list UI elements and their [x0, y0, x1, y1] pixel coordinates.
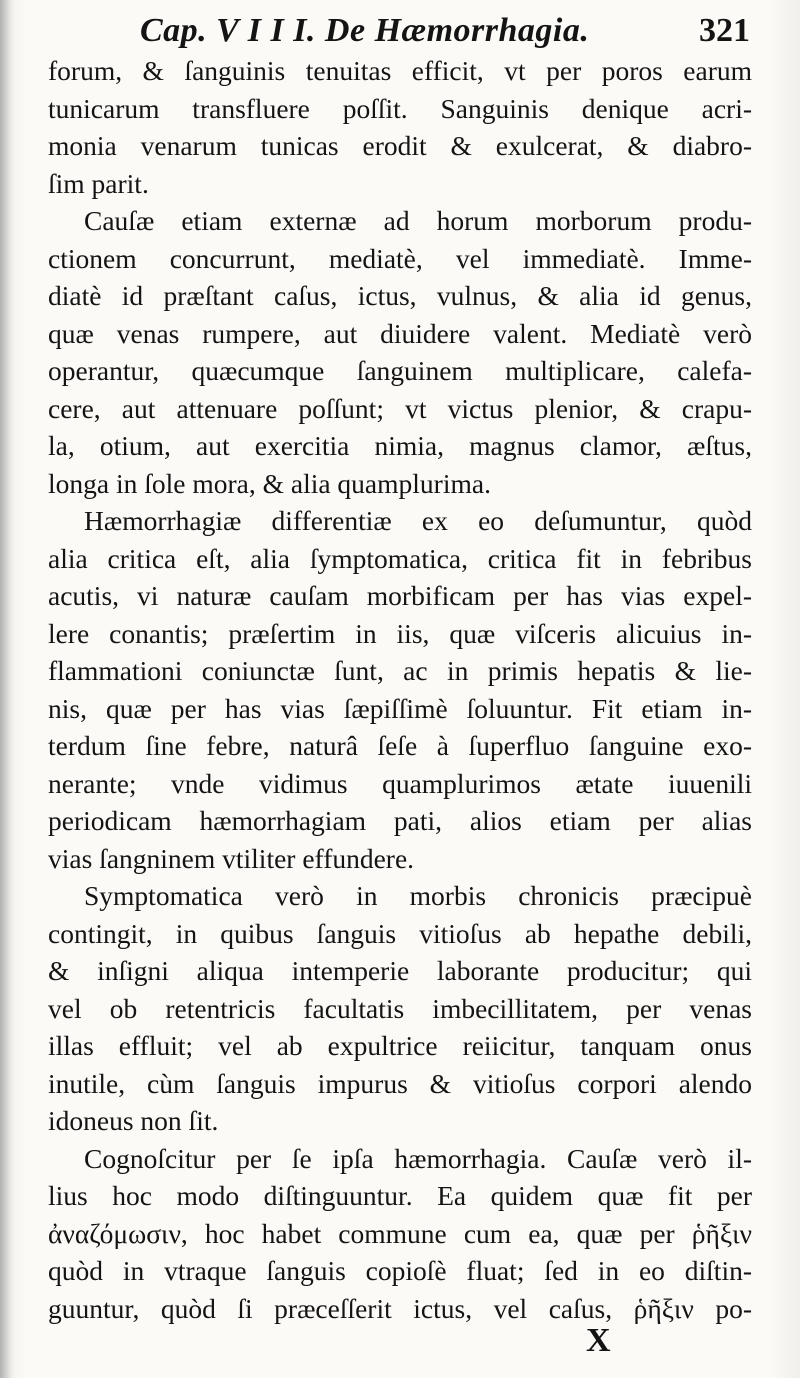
text-line: inutile, cùm ſanguis impurus & vitioſus corpori alendo	[48, 1067, 752, 1099]
text-line: diatè id præſtant caſus, ictus, vulnus, & alia id genus,	[48, 280, 752, 311]
text-line: alia critica eſt, alia ſymptomatica, critica fit in febribus	[48, 542, 752, 574]
text-line: idoneus non ſit.	[48, 1105, 219, 1136]
text-line: longa in ſole mora, & alia quamplurima.	[48, 467, 491, 499]
text-line: Hæmorrhagiæ differentiæ ex eo deſumuntur, quòd	[84, 505, 752, 536]
running-header	[140, 8, 750, 54]
text-line: Symptomatica verò in morbis chronicis præcipuè	[84, 880, 752, 911]
text-line: nerante; vnde vidimus quamplurimos ætate iuuenili	[48, 767, 752, 799]
text-line: forum, & ſanguinis tenuitas efficit, vt per poros earum	[48, 55, 752, 86]
text-line: quæ venas rumpere, aut diuidere valent. Mediatè verò	[48, 317, 752, 349]
body-text	[48, 52, 752, 1327]
text-line: terdum ſine febre, naturâ ſeſe à ſuperfluo ſanguine exo-	[48, 730, 752, 761]
running-title: Cap. V I I I. De Hæmorrhagia.	[140, 12, 590, 49]
text-line: acutis, vi naturæ cauſam morbificam per has vias expel-	[48, 580, 752, 611]
text-line: ἀναζόμωσιν, hoc habet commune cum ea, quæ per ῥῆξιν	[48, 1217, 752, 1249]
text-line: ctionem concurrunt, mediatè, vel immediatè. Imme-	[48, 242, 752, 274]
text-line: lius hoc modo diſtinguuntur. Ea quidem quæ fit per	[48, 1180, 752, 1211]
signature-mark: X	[586, 1322, 613, 1359]
page-number: 321	[699, 12, 750, 49]
text-line: vias ſangninem vtiliter effundere.	[48, 842, 415, 874]
text-line: la, otium, aut exercitia nimia, magnus clamor, æſtus,	[48, 430, 752, 461]
text-line: Cognoſcitur per ſe ipſa hæmorrhagia. Cauſæ verò il-	[84, 1142, 752, 1174]
text-line: lere conantis; præſertim in iis, quæ viſceris alicuius in-	[48, 617, 752, 649]
text-line: contingit, in quibus ſanguis vitioſus ab hepathe debili,	[48, 917, 752, 949]
text-line: & inſigni aliqua intemperie laborante producitur; qui	[48, 955, 752, 986]
text-line: illas effluit; vel ab expultrice reiicitur, tanquam onus	[48, 1030, 752, 1061]
text-line: vel ob retentricis facultatis imbecillitatem, per venas	[48, 992, 752, 1024]
text-line: flammationi coniunctæ ſunt, ac in primis hepatis & lie-	[48, 655, 752, 686]
gutter-shadow	[0, 0, 14, 1378]
text-line: nis, quæ per has vias ſæpiſſimè ſoluuntur. Fit etiam in-	[48, 692, 752, 724]
text-line: monia venarum tunicas erodit & exulcerat, & diabro-	[48, 130, 752, 161]
text-line: ſim parit.	[48, 167, 149, 199]
text-line: tunicarum transfluere poſſit. Sanguinis denique acri-	[48, 92, 752, 124]
text-line: quòd in vtraque ſanguis copioſè fluat; ſed in eo diſtin-	[48, 1255, 752, 1286]
text-line: Cauſæ etiam externæ ad horum morborum produ-	[84, 205, 752, 236]
text-line: cere, aut attenuare poſſunt; vt victus plenior, & crapu-	[48, 392, 752, 424]
text-line: periodicam hæmorrhagiam pati, alios etiam per alias	[48, 805, 752, 836]
text-line: operantur, quæcumque ſanguinem multiplicare, calefa-	[48, 355, 752, 386]
text-line: guuntur, quòd ſi præceſſerit ictus, vel caſus, ῥῆξιν po-	[48, 1292, 752, 1324]
